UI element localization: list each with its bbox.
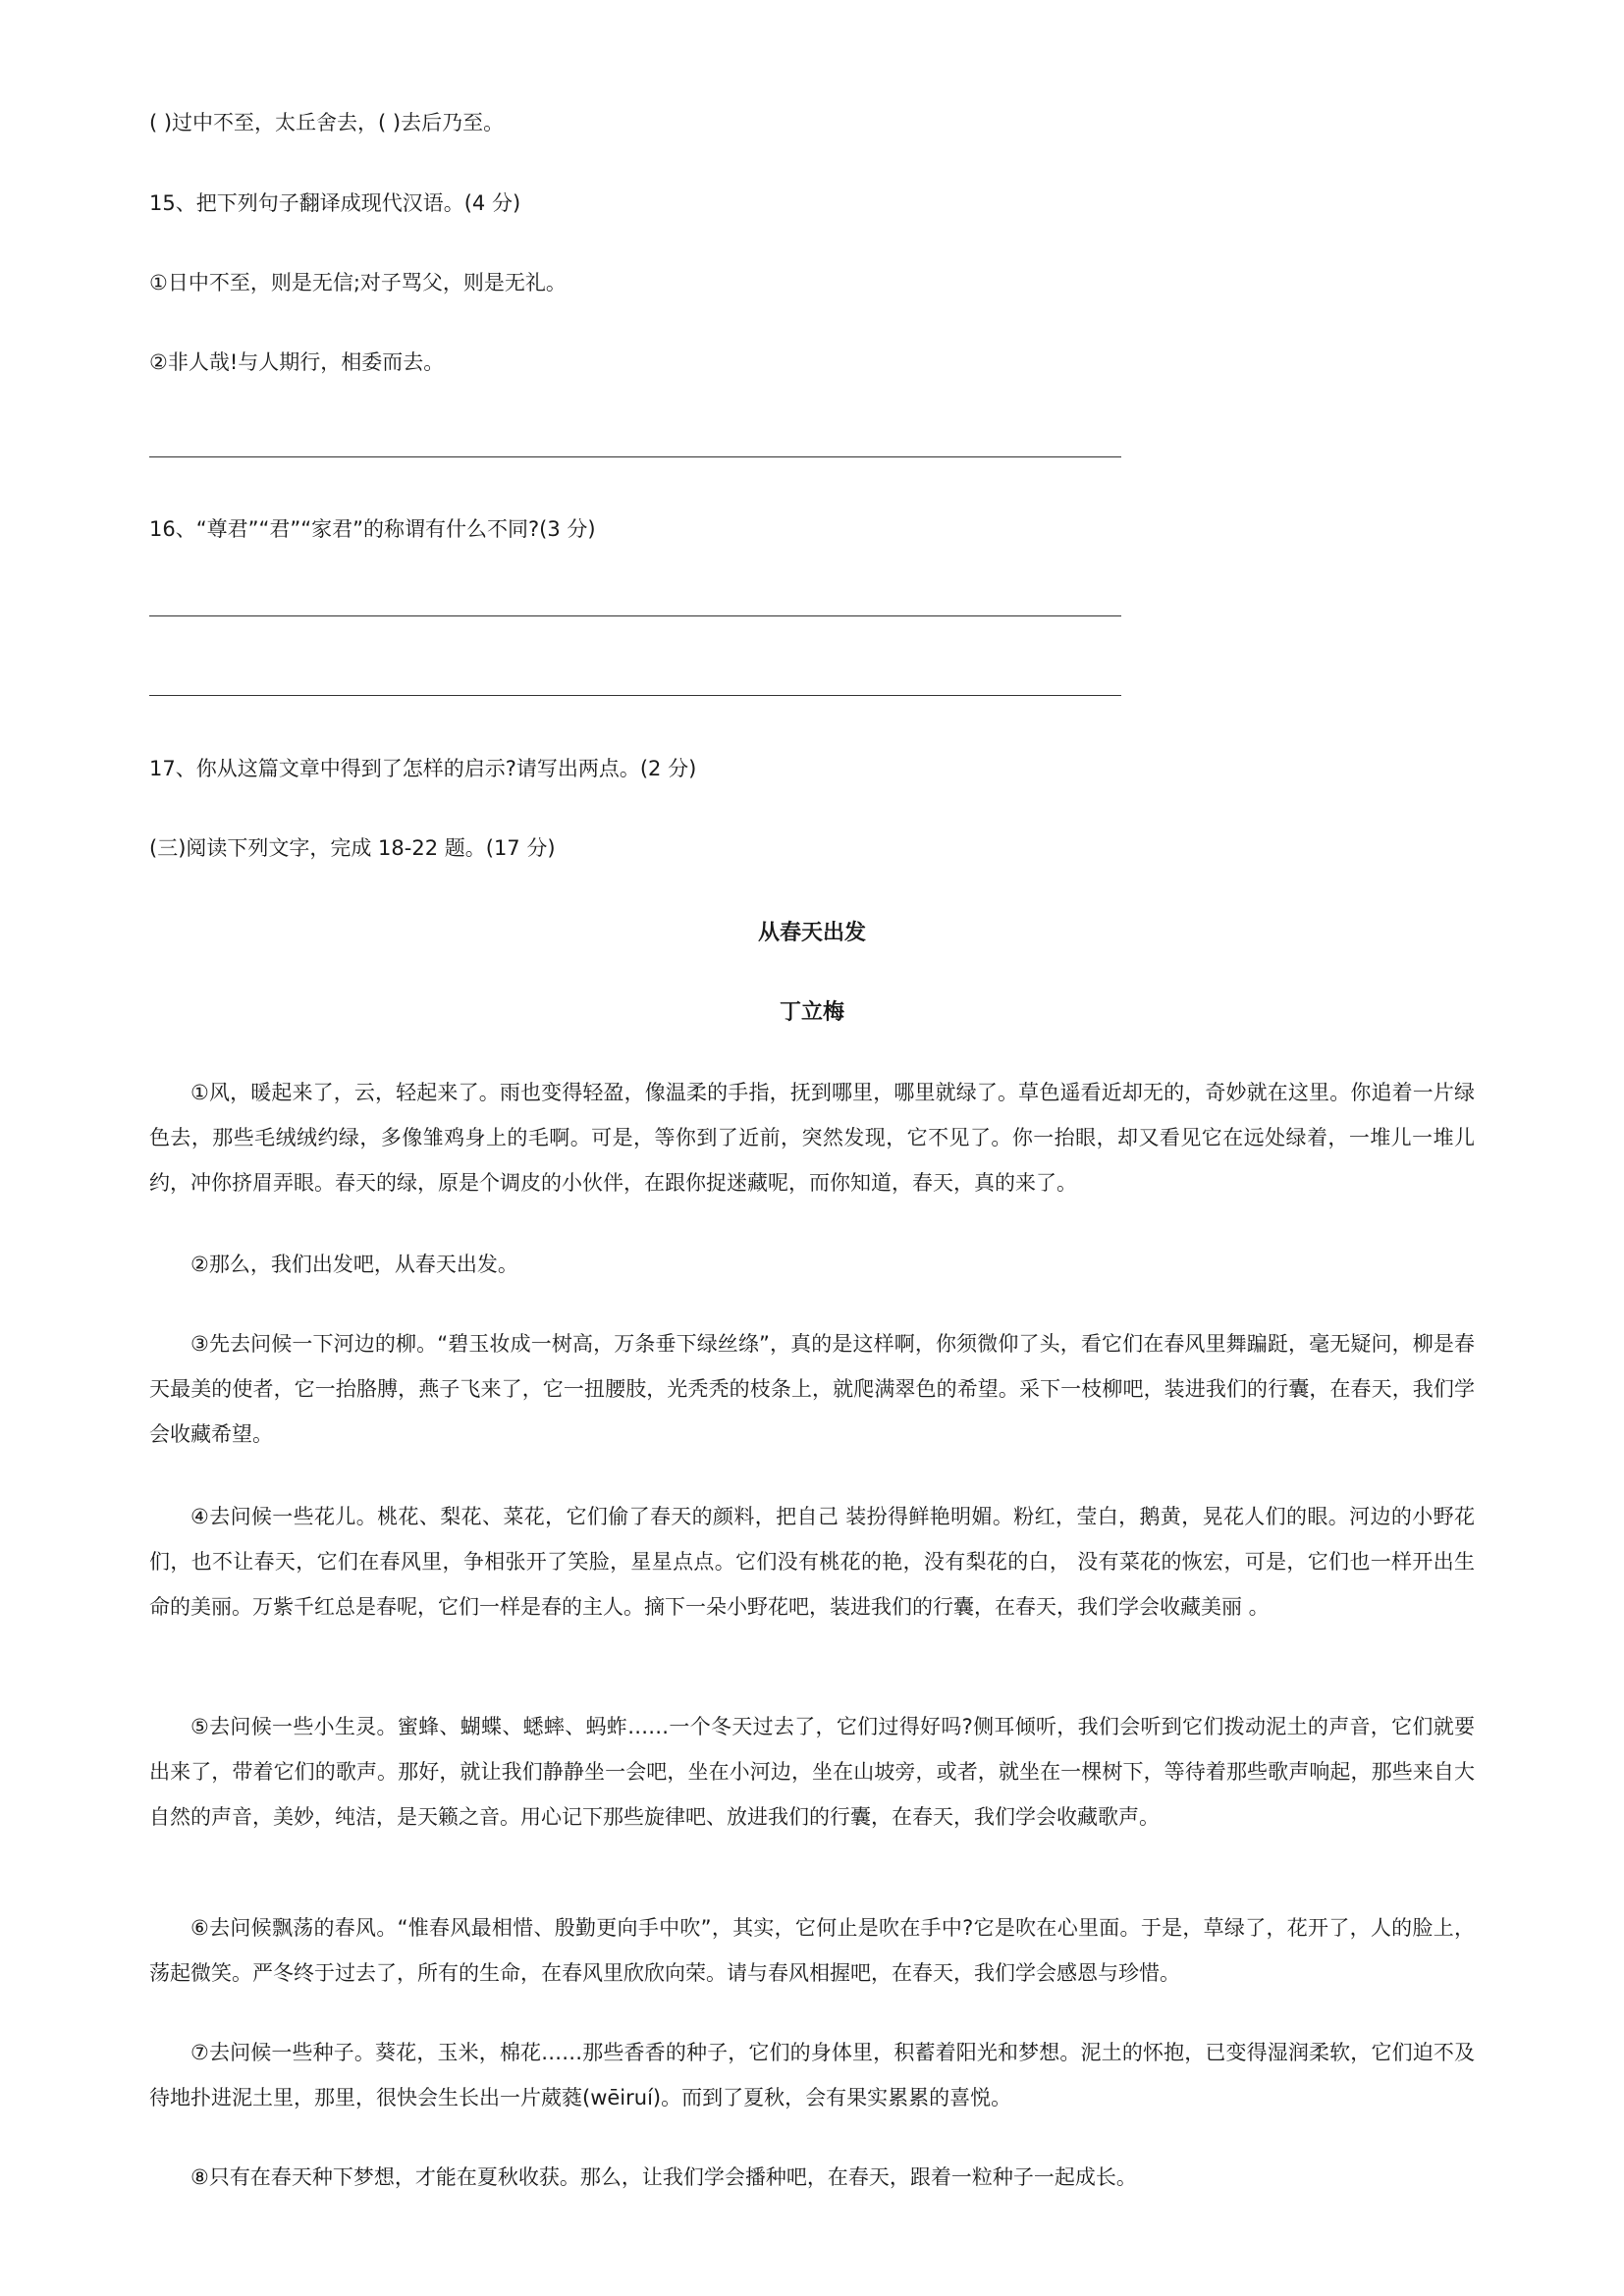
- article-paragraph-6: ⑥去问候飘荡的春风。“惟春风最相惜、殷勤更向手中吹”，其实，它何止是吹在手中?它是吹在心里面。于是，草绿了，花开了，人的脸上，荡起微笑。严冬终于过去了，所有的生命，在春风里欣欣向荣。请与春风相握吧，在春天，我们学会感恩与珍惜。: [149, 1916, 1475, 1985]
- question-17: 17、你从这篇文章中得到了怎样的启示?请写出两点。(2 分): [149, 757, 697, 780]
- answer-line: [149, 695, 1121, 696]
- answer-line: [149, 615, 1121, 616]
- article-paragraph-3: ③先去问候一下河边的柳。“碧玉妆成一树高，万条垂下绿丝绦”，真的是这样啊，你须微仰了头，看它们在春风里舞蹁跹，毫无疑问，柳是春天最美的使者，它一抬胳膊，燕子飞来了，它一扭腰肢，光秃秃的枝条上，就爬满翠色的希望。采下一枝柳吧，装进我们的行囊，在春天，我们学会收藏希望。: [149, 1332, 1475, 1446]
- article-title: 从春天出发: [757, 921, 866, 945]
- question-15: 15、把下列句子翻译成现代汉语。(4 分): [149, 191, 521, 215]
- article-paragraph-7: ⑦去问候一些种子。葵花，玉米，棉花……那些香香的种子，它们的身体里，积蓄着阳光和梦想。泥土的怀抱，已变得湿润柔软，它们迫不及待地扑进泥土里，那里，很快会生长出一片葳蕤(wēiruí)。而到了夏秋，会有果实累累的喜悦。: [149, 2041, 1475, 2109]
- article-author: 丁立梅: [779, 1000, 844, 1025]
- q14-tail-line: ( )过中不至，太丘舍去，( )去后乃至。: [149, 111, 505, 134]
- question-16: 16、“尊君”“君”“家君”的称谓有什么不同?(3 分): [149, 517, 596, 541]
- question-15-item-1: ①日中不至，则是无信;对子骂父，则是无礼。: [149, 271, 567, 294]
- article-paragraph-2: ②那么，我们出发吧，从春天出发。: [190, 1253, 518, 1276]
- article-paragraph-8: ⑧只有在春天种下梦想，才能在夏秋收获。那么，让我们学会播种吧，在春天，跟着一粒种子一起成长。: [190, 2165, 1137, 2189]
- article-paragraph-4: ④去问候一些花儿。桃花、梨花、菜花，它们偷了春天的颜料，把自己 装扮得鲜艳明媚。粉红，莹白，鹅黄，晃花人们的眼。河边的小野花们，也不让春天，它们在春风里，争相张开了笑脸，星星点点。它们没有桃花的艳，没有梨花的白， 没有菜花的恢宏，可是，它们也一样开出生命的美丽。万紫千红总是春呢，它们一样是春的主人。摘下一朵小野花吧，装进我们的行囊，在春天，我们学会收藏美丽 。: [149, 1505, 1475, 1619]
- section-3-heading: (三)阅读下列文字，完成 18-22 题。(17 分): [149, 836, 556, 860]
- question-15-item-2: ②非人哉!与人期行，相委而去。: [149, 350, 445, 374]
- answer-line: [149, 456, 1121, 457]
- article-paragraph-5: ⑤去问候一些小生灵。蜜蜂、蝴蝶、蟋蟀、蚂蚱……一个冬天过去了，它们过得好吗?侧耳倾听，我们会听到它们拨动泥土的声音，它们就要出来了，带着它们的歌声。那好，就让我们静静坐一会吧，坐在小河边，坐在山坡旁，或者，就坐在一棵树下，等待着那些歌声响起，那些来自大自然的声音，美妙，纯洁，是天籁之音。用心记下那些旋律吧、放进我们的行囊，在春天，我们学会收藏歌声。: [149, 1715, 1475, 1829]
- article-paragraph-1: ①风，暖起来了，云，轻起来了。雨也变得轻盈，像温柔的手指，抚到哪里，哪里就绿了。草色遥看近却无的，奇妙就在这里。你追着一片绿色去，那些毛绒绒约绿，多像雏鸡身上的毛啊。可是，等你到了近前，突然发现，它不见了。你一抬眼，却又看见它在远处绿着，一堆儿一堆儿约，冲你挤眉弄眼。春天的绿，原是个调皮的小伙伴，在跟你捉迷藏呢，而你知道，春天，真的来了。: [149, 1081, 1475, 1195]
